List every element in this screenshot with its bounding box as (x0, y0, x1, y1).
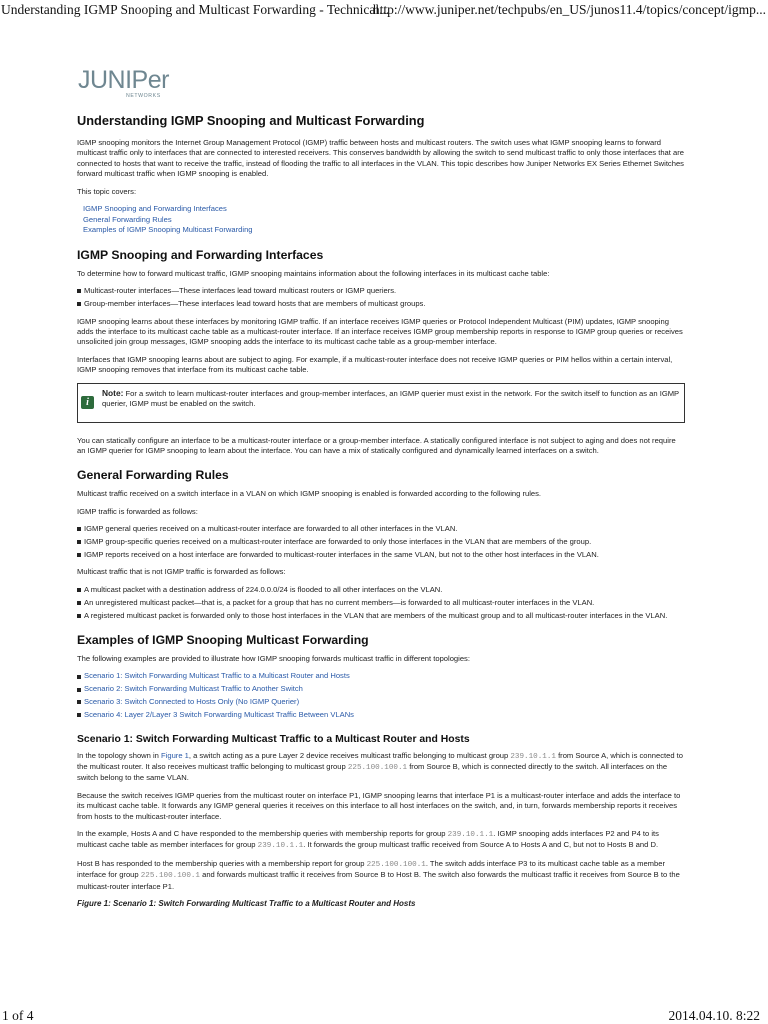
section-heading: General Forwarding Rules (77, 468, 229, 483)
note-text: For a switch to learn multicast-router interfaces and group-member interfaces, an IGMP querier must exist in the network. For the switch itself to function as an IGMP querier, IGMP must be enabled on the switch. (102, 388, 679, 408)
list-item: A registered multicast packet is forwarded only to those host interfaces in the VLAN that are members of the multicast group and to all multicast-router interfaces in the VLAN. (77, 611, 685, 621)
list-item: An unregistered multicast packet—that is, a packet for a group that has no current members—is forwarded to all multicast-router interfaces in the VLAN. (77, 598, 685, 608)
paragraph: The following examples are provided to illustrate how IGMP snooping forwards multicast traffic in different topologies: (77, 654, 470, 664)
bullet-list (77, 286, 685, 309)
article (77, 110, 685, 909)
print-footer (0, 1006, 768, 1024)
bullet-list (77, 524, 685, 560)
list-item: Group-member interfaces—These interfaces lead toward hosts that are members of multicast groups. (77, 299, 685, 309)
paragraph: In the topology shown in Figure 1, a switch acting as a pure Layer 2 device receives multicast traffic belonging to multicast group 239.10.1.1 from Source A, which is connected to the multicast router. It also receives multicast traffic belonging to multicast group 225.100.100.1 from Source B, which is connected directly to the switch. All interfaces on the switch belong to the same VLAN. (77, 750, 683, 783)
list-item: IGMP group-specific queries received on a multicast-router interface are forwarded to only those interfaces in the VLAN that are members of the group. (77, 537, 685, 547)
paragraph: IGMP snooping learns about these interfaces by monitoring IGMP traffic. If an interface receives IGMP queries or Protocol Independent Multicast (PIM) updates, IGMP snooping adds the interface to its multicast cache table as a multicast-router interface. If an interface receives IGMP group membership reports in response to IGMP group queries or receives unsolicited join group messages, IGMP snooping adds the interface to its multicast cache table as a group-member interface. (77, 316, 683, 347)
list-item: A multicast packet with a destination address of 224.0.0.0/24 is flooded to all other interfaces on the VLAN. (77, 585, 685, 595)
paragraph: Multicast traffic received on a switch interface in a VLAN on which IGMP snooping is enabled is forwarded according to the following rules. (77, 489, 542, 499)
paragraph: Interfaces that IGMP snooping learns about are subject to aging. For example, if a multicast-router interface does not receive IGMP queries or PIM hellos within a certain interval, IGMP snooping removes that interface from its multicast cache table. (77, 354, 673, 375)
paragraph: Host B has responded to the membership queries with a membership report for group 225.100.100.1. The switch adds interface P3 to its multicast cache table as a member interface for group 225.100.100.1 and forwards multicast traffic it receives from Source B to Host B. The switch also forwards the multicast traffic it receives from Source B to the multicast-router interface P1. (77, 858, 680, 891)
group-address: 225.100.100.1 (140, 872, 200, 881)
paragraph: To determine how to forward multicast traffic, IGMP snooping maintains information about the following interfaces in its multicast cache table: (77, 268, 550, 278)
paragraph: IGMP traffic is forwarded as follows: (77, 506, 198, 516)
group-address: 225.100.100.1 (366, 860, 426, 869)
section-heading: IGMP Snooping and Forwarding Interfaces (77, 247, 324, 262)
intro-paragraph: IGMP snooping monitors the Internet Group Management Protocol (IGMP) traffic between hosts and multicast routers. The switch uses what IGMP snooping learns to forward multicast traffic only to interfaces that are connected to interested receivers. This conserves bandwidth by allowing the switch to send multicast traffic to only those interfaces that are connected to hosts that want to receive the traffic, instead of flooding the traffic to all interfaces in the VLAN. This topic describes how Juniper Networks EX Series Ethernet Switches forward multicast traffic when IGMP snooping is enabled. (77, 138, 684, 179)
toc-link[interactable]: IGMP Snooping and Forwarding Interfaces (83, 204, 227, 214)
page-url: http://www.juniper.net/techpubs/en_US/junos11.4/topics/concept/igmp... (372, 2, 766, 17)
group-address: 239.10.1.1 (510, 752, 556, 761)
paragraph: In the example, Hosts A and C have responded to the membership queries with membership reports for group 239.10.1.1. IGMP snooping adds interfaces P2 and P4 to its multicast cache table as member interfaces for group 239.10.1.1. It forwards the group multicast traffic received from Source A to Hosts A and C, but not to Hosts B and D. (77, 829, 659, 851)
toc-link[interactable]: General Forwarding Rules (83, 214, 172, 224)
toc-link[interactable]: Examples of IGMP Snooping Multicast Forwarding (83, 225, 253, 235)
note-label: Note: (102, 387, 124, 398)
list-item: IGMP general queries received on a multicast-router interface are forwarded to all other interfaces in the VLAN. (77, 524, 685, 534)
list-item: Multicast-router interfaces—These interfaces lead toward multicast routers or IGMP queriers. (77, 286, 685, 296)
section-heading: Examples of IGMP Snooping Multicast Forwarding (77, 633, 369, 648)
page-number: 1 of 4 (2, 1008, 34, 1023)
article-title: Understanding IGMP Snooping and Multicast Forwarding (77, 113, 425, 128)
note-box (77, 383, 685, 423)
logo-word: JUNIPer (78, 66, 169, 94)
scenario-link[interactable]: Scenario 2: Switch Forwarding Multicast Traffic to Another Switch (77, 684, 685, 694)
scenario-link[interactable]: Scenario 4: Layer 2/Layer 3 Switch Forwarding Multicast Traffic Between VLANs (77, 710, 685, 720)
paragraph: You can statically configure an interface to be a multicast-router interface or a group-member interface. A statically configured interface is not subject to aging and does not require an IGMP querier for IGMP snooping to learn about the interface. You can have a mix of statically configured and dynamically learned interfaces on a switch. (77, 435, 676, 455)
paragraph: Because the switch receives IGMP queries from the multicast router on interface P1, IGMP snooping learns that interface P1 is a multicast-router interface and adds the interface to its multicast cache table. It forwards any IGMP general queries it receives on this interface to all host interfaces on the switch, and, in turn, forwards membership reports it receives from hosts to the multicast-router interface. (77, 790, 681, 821)
link-list (77, 671, 685, 720)
list-item: IGMP reports received on a host interface are forwarded to multicast-router interfaces in the same VLAN, but not to the other host interfaces in the VLAN. (77, 550, 685, 560)
figure-link[interactable]: Figure 1 (161, 750, 189, 760)
info-icon: i (81, 396, 94, 409)
juniper-logo (78, 64, 188, 104)
group-address: 239.10.1.1 (257, 842, 304, 851)
scenario-link[interactable]: Scenario 1: Switch Forwarding Multicast Traffic to a Multicast Router and Hosts (77, 671, 685, 681)
logo-sub: NETWORKS (126, 93, 161, 99)
scenario-link[interactable]: Scenario 3: Switch Connected to Hosts Only (No IGMP Querier) (77, 697, 685, 707)
paragraph: Multicast traffic that is not IGMP traffic is forwarded as follows: (77, 567, 286, 577)
print-timestamp: 2014.04.10. 8:22 (668, 1008, 760, 1023)
page-title: Understanding IGMP Snooping and Multicast Forwarding - Technical... (1, 2, 390, 17)
figure-caption: Figure 1: Scenario 1: Switch Forwarding Multicast Traffic to a Multicast Router and Hosts (77, 899, 416, 909)
topic-toc (83, 204, 685, 236)
bullet-list (77, 585, 685, 621)
subsection-heading: Scenario 1: Switch Forwarding Multicast Traffic to a Multicast Router and Hosts (77, 733, 470, 745)
covers-label: This topic covers: (77, 186, 137, 196)
group-address: 239.10.1.1 (447, 831, 494, 839)
print-header (0, 0, 768, 22)
group-address: 225.100.100.1 (347, 763, 408, 772)
